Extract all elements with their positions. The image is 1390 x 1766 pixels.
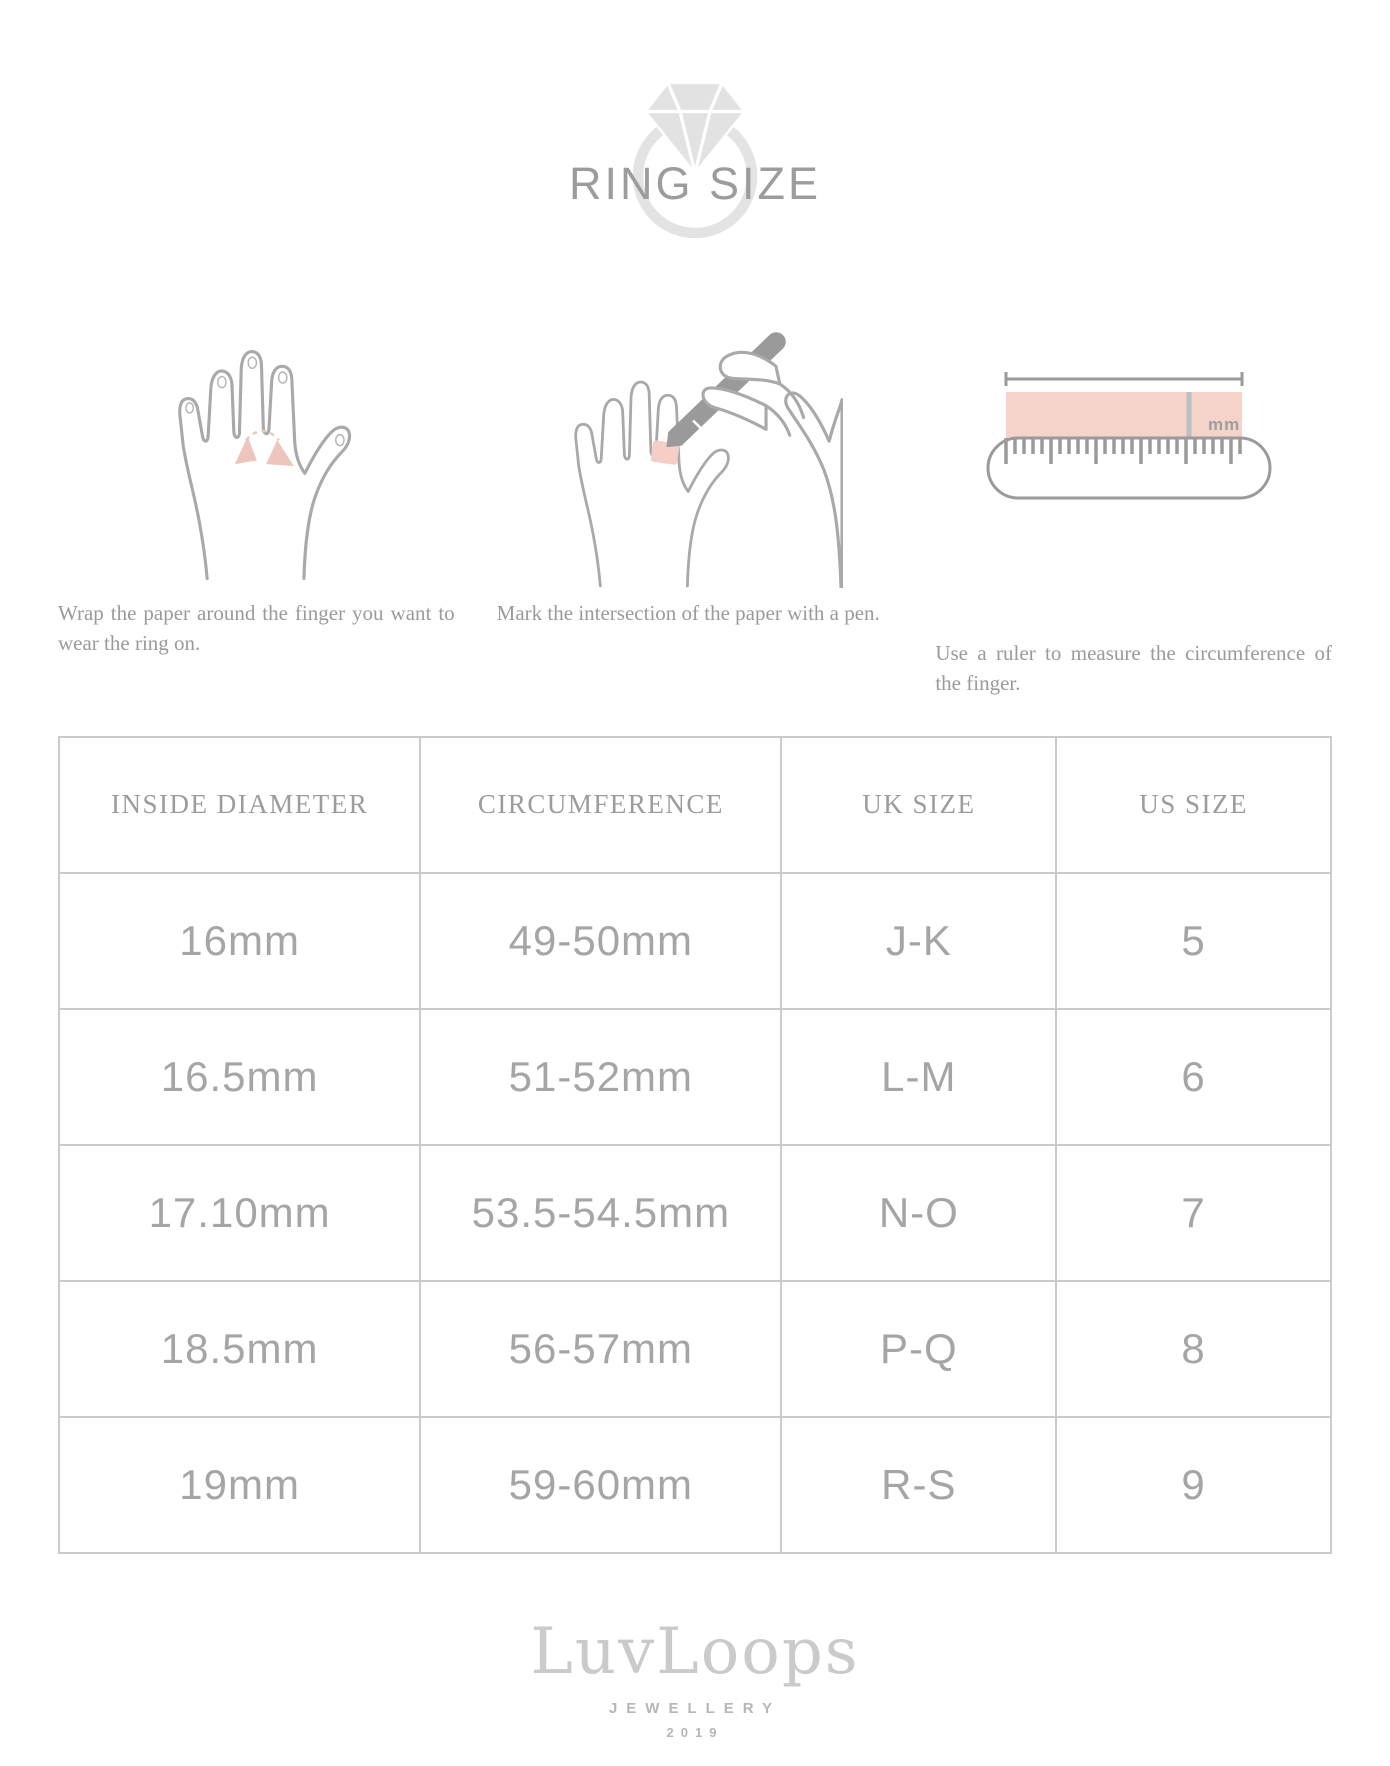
table-row [59,1145,1331,1281]
cell-circumference: 56-57mm [420,1281,781,1417]
cell-uk-size: P-Q [781,1281,1056,1417]
brand-tagline: JEWELLERY [608,1699,782,1717]
hand-pen-illustration [497,286,894,588]
cell-uk-size: J-K [781,873,1056,1009]
table-row [59,1417,1331,1553]
diamond-ring-icon [620,74,770,239]
step-wrap-paper [58,286,455,720]
ruler-body [988,438,1270,498]
table-row [59,873,1331,1009]
table-row [59,1009,1331,1145]
cell-inside-diameter: 16.5mm [59,1009,420,1145]
cell-us-size: 7 [1056,1145,1331,1281]
hand-outline-icon [150,320,362,588]
cell-circumference: 51-52mm [420,1009,781,1145]
column-header-us-size: US SIZE [1056,737,1331,873]
step-caption: Wrap the paper around the finger you want to wear the ring on. [58,601,455,656]
header [525,74,865,242]
hand-pen-icon [547,320,843,588]
step-mark-paper [497,286,894,720]
page-title: RING SIZE [568,158,822,209]
cell-circumference: 53.5-54.5mm [420,1145,781,1281]
column-header-uk-size: UK SIZE [781,737,1056,873]
brand-logo: LuvLoops [530,1614,860,1689]
step-measure-ruler [935,286,1332,720]
measure-line [1006,372,1242,386]
steps-row [0,286,1390,720]
cell-us-size: 9 [1056,1417,1331,1553]
brand-year: 2019 [666,1724,724,1740]
cell-circumference: 59-60mm [420,1417,781,1553]
cell-inside-diameter: 18.5mm [59,1281,420,1417]
ruler-illustration [935,286,1332,628]
table-header-row [59,737,1331,873]
paper-strip [1006,392,1242,438]
ruler-unit-label: mm [1207,415,1240,434]
table-row [59,1281,1331,1417]
cell-us-size: 5 [1056,873,1331,1009]
step-caption: Use a ruler to measure the circumference of the finger. [935,641,1333,696]
cell-inside-diameter: 17.10mm [59,1145,420,1281]
cell-inside-diameter: 19mm [59,1417,420,1553]
footer [0,1614,1390,1740]
ruler-icon [984,362,1284,512]
ring-size-table [58,736,1332,1554]
cell-us-size: 8 [1056,1281,1331,1417]
cell-circumference: 49-50mm [420,873,781,1009]
cell-uk-size: N-O [781,1145,1056,1281]
column-header-circumference: CIRCUMFERENCE [420,737,781,873]
hand-paper-illustration [58,286,455,588]
cell-us-size: 6 [1056,1009,1331,1145]
column-header-inside-diameter: INSIDE DIAMETER [59,737,420,873]
cell-inside-diameter: 16mm [59,873,420,1009]
step-caption: Mark the intersection of the paper with a pen. [496,601,880,625]
ruler-ticks [1006,438,1240,464]
cell-uk-size: L-M [781,1009,1056,1145]
cell-uk-size: R-S [781,1417,1056,1553]
